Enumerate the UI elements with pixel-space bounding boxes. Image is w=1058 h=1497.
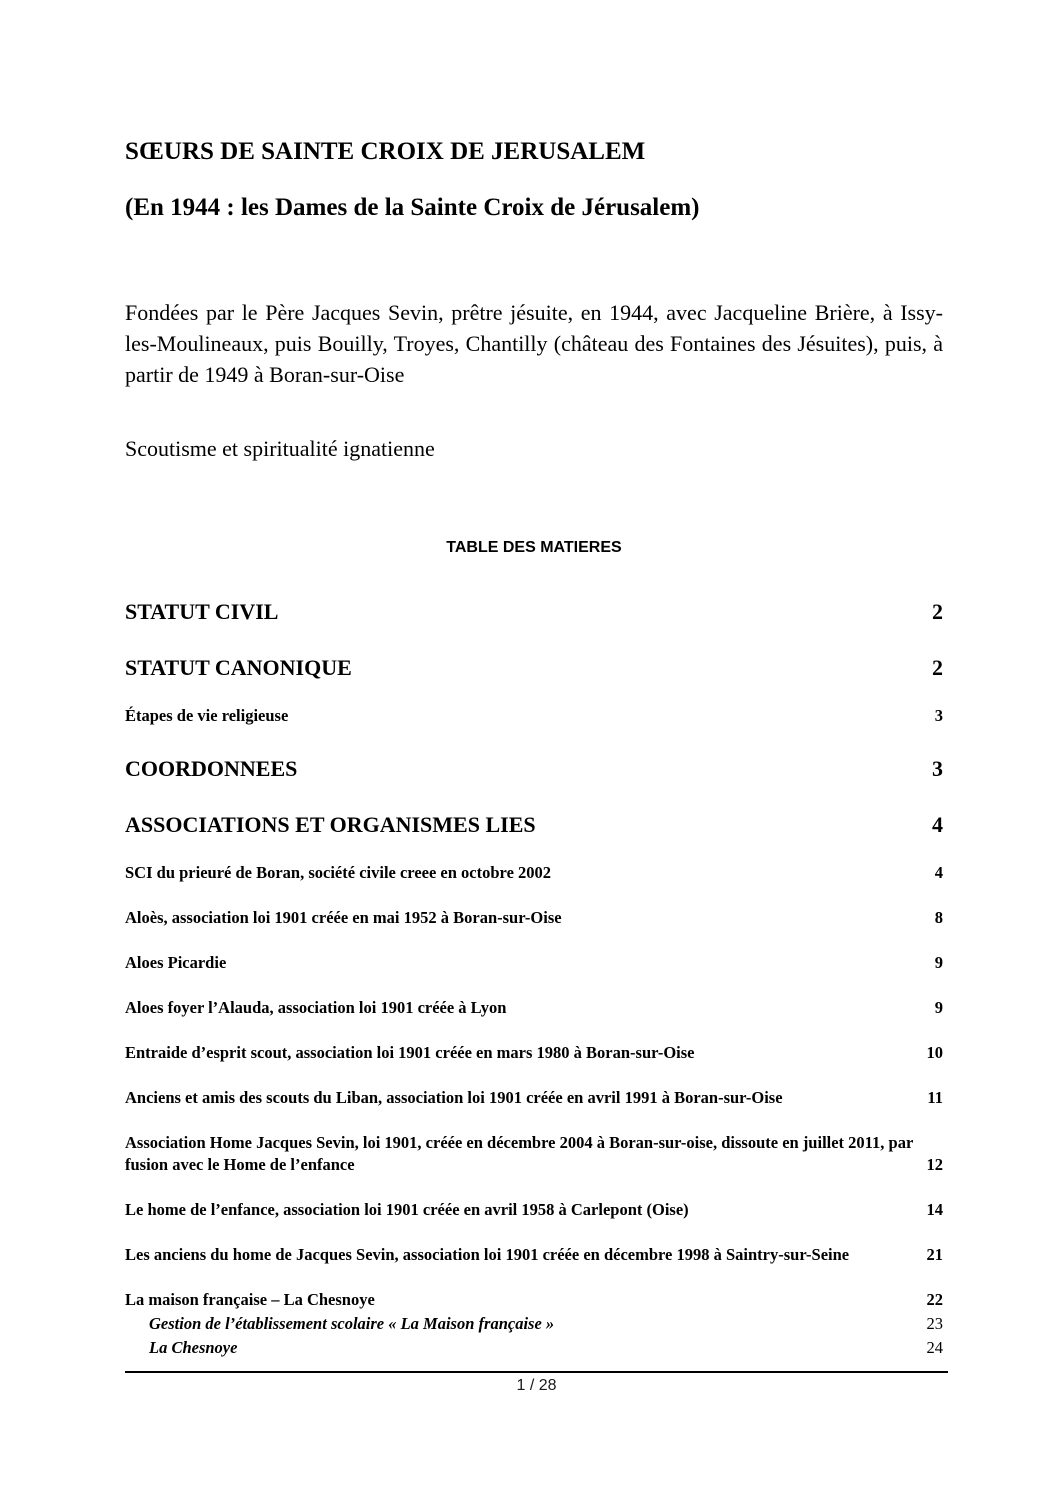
toc-entry — [125, 1042, 943, 1064]
toc-entry-page: 11 — [927, 1088, 943, 1107]
toc-entry-label: STATUT CIVIL — [125, 599, 279, 624]
toc-entry-label: Aloes Picardie — [125, 953, 227, 972]
toc-entry-page: 24 — [926, 1338, 943, 1357]
toc-entry — [125, 1087, 943, 1109]
toc-entry-page: 22 — [926, 1290, 943, 1309]
toc-entry-page: 2 — [932, 599, 943, 624]
toc-entry-page: 14 — [926, 1200, 943, 1219]
toc-entry-label: Gestion de l’établissement scolaire « La Maison française » — [149, 1314, 555, 1333]
toc-entry-label: STATUT CANONIQUE — [125, 655, 352, 680]
toc-entry-page: 9 — [934, 998, 943, 1017]
toc-entry-label: Le home de l’enfance, association loi 1901 créée en avril 1958 à Carlepont (Oise) — [125, 1200, 689, 1219]
theme-line: Scoutisme et spiritualité ignatienne — [125, 436, 435, 461]
toc-entry — [125, 952, 943, 974]
toc-entry — [125, 1313, 943, 1335]
toc-entry-page: 4 — [934, 863, 943, 882]
toc-entry — [125, 1244, 943, 1266]
toc-entry-page: 3 — [932, 756, 943, 781]
toc-entry-label: Les anciens du home de Jacques Sevin, association loi 1901 créée en décembre 1998 à Saintry-sur-Seine — [125, 1245, 850, 1264]
toc-entry — [125, 654, 943, 682]
toc-entry — [125, 598, 943, 626]
toc-heading: TABLE DES MATIERES — [446, 539, 622, 556]
toc-entry — [125, 1289, 943, 1311]
toc-entry — [125, 862, 943, 884]
toc-entry-label: SCI du prieuré de Boran, société civile creee en octobre 2002 — [125, 863, 552, 882]
toc-entry-page: 23 — [926, 1314, 943, 1333]
toc-entry — [125, 755, 943, 783]
toc-entry — [125, 811, 943, 839]
toc-entry-label: COORDONNEES — [125, 756, 298, 781]
toc-entry-label: Aloes foyer l’Alauda, association loi 1901 créée à Lyon — [125, 998, 507, 1017]
toc-entry — [125, 705, 943, 727]
toc-entry — [125, 1199, 943, 1221]
toc-entry-page: 4 — [932, 812, 943, 837]
toc-entry — [125, 907, 943, 929]
footer-rule — [125, 1371, 948, 1373]
toc-entry-label: Anciens et amis des scouts du Liban, association loi 1901 créée en avril 1991 à Boran-sur-Oise — [125, 1088, 783, 1107]
toc-entry-page: 3 — [934, 706, 943, 725]
toc-entry-label: Association Home Jacques Sevin, loi 1901, créée en décembre 2004 à Boran-sur-oise, dissoute en juillet 2011, par fusion avec le Home de l’enfance — [125, 1133, 913, 1174]
toc-entry-label: La maison française – La Chesnoye — [125, 1290, 375, 1309]
toc-entry — [125, 997, 943, 1019]
intro-paragraph: Fondées par le Père Jacques Sevin, prêtre jésuite, en 1944, avec Jacqueline Brière, à Issy-les-Moulineaux, puis Bouilly, Troyes, Chantilly (château des Fontaines des Jésuites), puis, à partir de 1949 à Boran-sur-Oise — [125, 300, 943, 387]
toc-entry-label: La Chesnoye — [149, 1338, 238, 1357]
toc-entry-page: 8 — [934, 908, 943, 927]
toc-entry — [125, 1132, 943, 1176]
toc-entry-label: Aloès, association loi 1901 créée en mai 1952 à Boran-sur-Oise — [125, 908, 562, 927]
toc-entry-page: 12 — [926, 1155, 943, 1174]
page-number: 1 / 28 — [516, 1377, 557, 1394]
toc-entry-page: 2 — [932, 655, 943, 680]
toc-entry-label: ASSOCIATIONS ET ORGANISMES LIES — [125, 812, 536, 837]
doc-subtitle: (En 1944 : les Dames de la Sainte Croix de Jérusalem) — [125, 194, 700, 221]
toc-list — [125, 598, 943, 1359]
doc-title: SŒURS DE SAINTE CROIX DE JERUSALEM — [125, 138, 646, 165]
toc-entry-page: 21 — [926, 1245, 943, 1264]
toc-entry-label: Étapes de vie religieuse — [125, 706, 289, 725]
toc-entry — [125, 1337, 943, 1359]
toc-entry-label: Entraide d’esprit scout, association loi 1901 créée en mars 1980 à Boran-sur-Oise — [125, 1043, 695, 1062]
toc-entry-page: 10 — [926, 1043, 943, 1062]
toc-entry-page: 9 — [934, 953, 943, 972]
